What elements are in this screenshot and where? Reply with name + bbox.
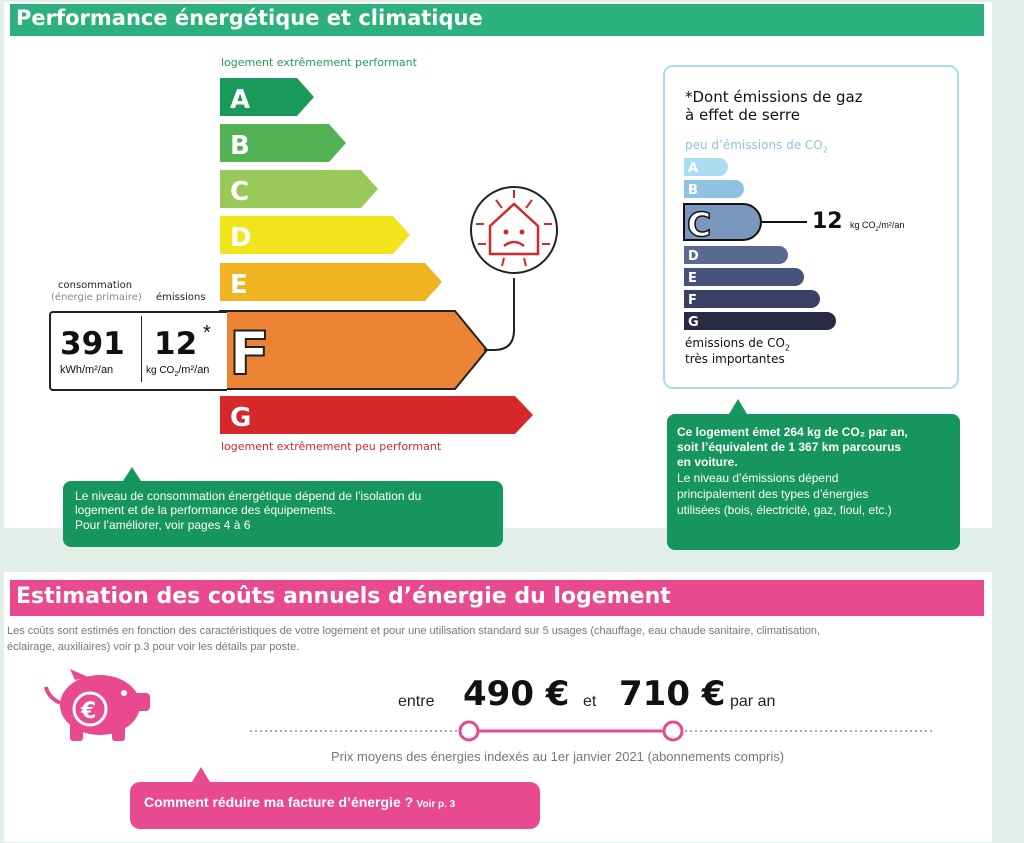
dpe-letter-g: G [230,403,252,433]
dpe-letter-b: B [230,131,250,161]
ges-low-label-sub: 2 [822,145,828,155]
costs-header [10,580,984,616]
emissions-unit-a: kg CO [146,365,175,376]
ges-title-line-2: à effet de serre [685,106,800,124]
emissions-info-line-2: principalement des types d’énergies [677,487,869,501]
consumption-info-line-1: Le niveau de consommation énergétique dépend de l’isolation du [75,489,422,503]
cost-per-year-label: par an [730,693,776,710]
ges-letter-c: C [687,205,712,244]
prices-note: Prix moyens des énergies indexés au 1er janvier 2021 (abonnements compris) [331,749,785,764]
emissions-unit-b: /m²/an [178,364,210,376]
dpe-letter-f: F [229,319,270,389]
ges-letter-a: A [688,161,699,176]
euro-symbol: € [81,699,97,724]
dpe-letter-c: C [230,177,250,207]
consumption-unit: kWh/m²/an [60,364,114,376]
top-performance-label: logement extrêmement performant [221,56,417,69]
piggy-bank-icon [40,665,155,747]
bubble-tail [123,467,141,481]
emissions-info-bubble [667,414,960,550]
ges-bar-e [684,268,804,286]
ges-unit-b: /m²/an [878,220,905,230]
reduce-bill-bubble[interactable] [130,782,540,829]
costs-description-line-1: Les coûts sont estimés en fonction des caractéristiques de votre logement et pour une utilisation standard sur 5 usages (chauffage, eau chaude sanitaire, climatisation, [7,625,821,637]
ges-letter-b: B [688,183,698,198]
ges-low-label-a: peu d’émissions de CO [685,138,823,152]
consumption-value: 391 [60,326,125,362]
cost-max-value: 710 € [619,674,726,714]
dpe-bar-g [220,396,533,434]
emissions-info-bold-1: Ce logement émet 264 kg de CO₂ par an, [677,425,908,439]
sad-house-icon [464,180,574,355]
reduce-bill-link[interactable]: Voir p. 3 [416,799,456,810]
ges-high-label-line-2: très importantes [685,352,785,366]
emissions-unit-sub: 2 [174,371,179,378]
emissions-info-bold-3: en voiture. [677,455,738,469]
ges-low-label [685,138,828,154]
dpe-bar-e [220,263,442,301]
ges-letter-e: E [688,271,697,286]
consumption-label: consommation [58,280,133,291]
ges-bar-d [684,246,788,264]
reduce-bill-text [144,795,455,812]
ges-letter-d: D [688,249,699,264]
ges-high-label-a: émissions de CO [685,336,785,350]
ges-high-label-sub: 2 [784,343,790,353]
cost-between-label: entre [398,693,435,710]
performance-title: Performance énergétique et climatique [16,6,483,30]
consumption-info-line-3: Pour l’améliorer, voir pages 4 à 6 [75,518,251,532]
consumption-sub-label: (énergie primaire) [51,292,142,303]
cost-and-label: et [583,693,597,710]
ges-bar-f [684,290,820,308]
bubble-tail [729,399,747,414]
cost-max-marker [664,722,682,740]
dpe-letter-d: D [230,223,252,253]
emissions-star: * [203,322,211,344]
dpe-letter-a: A [230,85,251,115]
ges-unit [850,220,904,233]
ges-title-line-1: *Dont émissions de gaz [685,88,863,106]
performance-header [10,4,984,36]
values-divider [141,316,142,382]
consumption-info-bubble [63,481,503,547]
ges-unit-a: kg CO [850,220,876,230]
emissions-label: émissions [156,292,206,303]
costs-description-line-2: éclairage, auxiliaires) voir p.3 pour voir les détails par poste. [7,641,300,653]
ges-high-label-line-1 [685,336,790,352]
emissions-unit [146,364,209,378]
cost-min-value: 490 € [463,674,570,714]
emissions-value: 12 [154,326,198,362]
ges-bar-g [684,312,836,330]
ges-letter-f: F [688,293,697,308]
emissions-info-line-1: Le niveau d’émissions dépend [677,471,839,485]
ges-scale [683,156,933,336]
reduce-bill-label: Comment réduire ma facture d’énergie ? [144,794,414,810]
emissions-info-bold-2: soit l’équivalent de 1 367 km parcourus [677,440,902,454]
ges-letter-g: G [688,315,699,330]
emissions-info-line-3: utilisées (bois, électricité, gaz, fioul, etc.) [677,503,892,517]
cost-range-scale [248,718,938,744]
costs-title: Estimation des coûts annuels d’énergie du logement [16,584,671,609]
cost-min-marker [460,722,478,740]
ges-value: 12 [812,209,843,234]
dpe-letter-e: E [230,270,248,300]
bottom-performance-label: logement extrêmement peu performant [221,440,442,453]
consumption-info-line-2: logement et de la performance des équipements. [75,503,336,517]
ges-unit-sub: 2 [875,226,879,233]
bubble-tail [192,767,210,782]
